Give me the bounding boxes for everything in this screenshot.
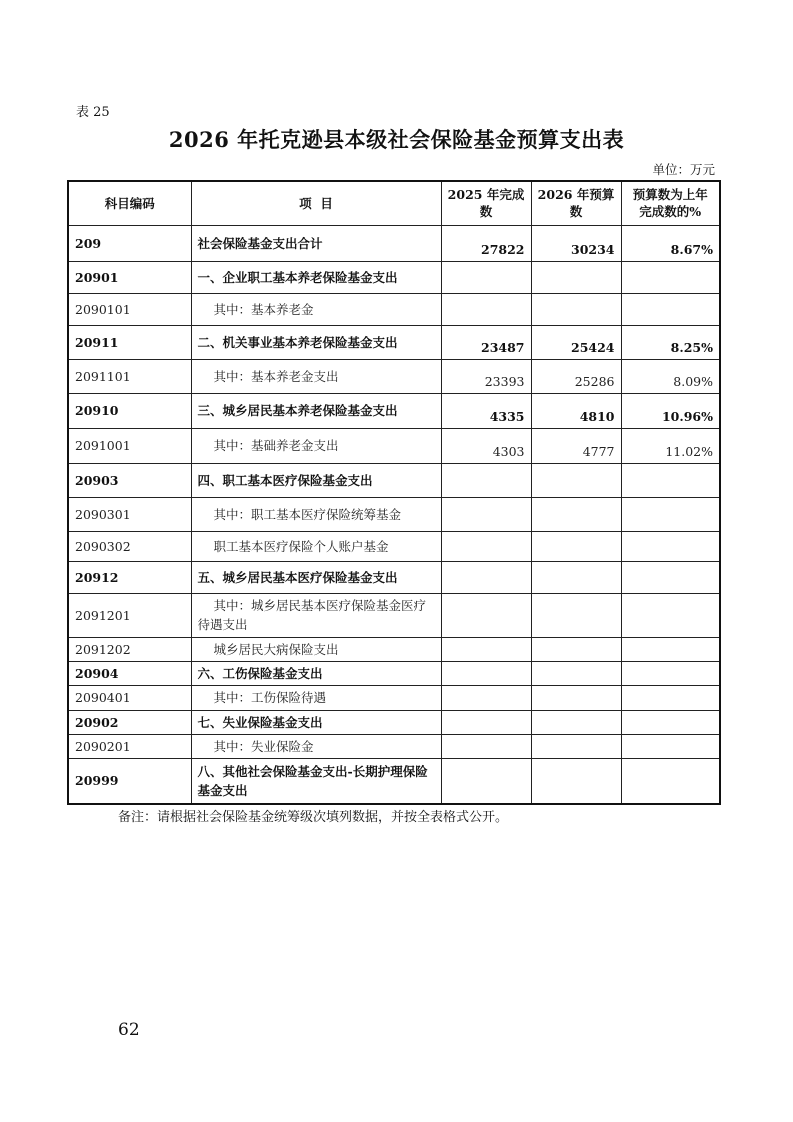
row-code-text: 2090301: [75, 506, 131, 522]
row-code-text: 20901: [75, 269, 119, 285]
row-completed-2025-text: 23393: [484, 373, 525, 389]
row-item: [191, 359, 441, 393]
row-item: [191, 758, 441, 804]
table-row: [68, 225, 720, 261]
row-ratio: [621, 758, 720, 804]
row-ratio: [621, 261, 720, 293]
row-completed-2025: [441, 593, 531, 637]
row-budget-2026: [531, 734, 621, 758]
row-ratio: [621, 561, 720, 593]
row-code-text: 20912: [75, 569, 119, 585]
row-ratio: [621, 359, 720, 393]
row-item: [191, 463, 441, 497]
unit-label: 单位：万元: [652, 162, 715, 177]
row-item-text: 其中：失业保险金: [213, 738, 314, 754]
row-budget-2026: [531, 593, 621, 637]
row-budget-2026: [531, 637, 621, 661]
row-code: [68, 734, 191, 758]
row-item: [191, 225, 441, 261]
table-row: [68, 734, 720, 758]
row-item-text: 五、城乡居民基本医疗保险基金支出: [197, 569, 398, 585]
row-item-text: 四、职工基本医疗保险基金支出: [197, 472, 373, 488]
row-completed-2025: [441, 531, 531, 561]
row-budget-2026: [531, 325, 621, 359]
row-budget-2026: [531, 463, 621, 497]
row-budget-2026: [531, 261, 621, 293]
row-ratio: [621, 463, 720, 497]
row-completed-2025: [441, 428, 531, 463]
table-row: [68, 497, 720, 531]
row-budget-2026-text: 25424: [571, 339, 615, 355]
table-row: [68, 685, 720, 710]
row-completed-2025: [441, 561, 531, 593]
header-item: 项 目: [191, 181, 441, 225]
row-completed-2025: [441, 393, 531, 428]
row-item-text: 其中：基本养老金: [213, 301, 314, 317]
table-row: [68, 561, 720, 593]
header-completed-2025: 2025 年完成数: [441, 181, 531, 225]
row-item-text: 城乡居民大病保险支出: [213, 641, 339, 657]
row-code: [68, 685, 191, 710]
row-code-text: 20903: [75, 472, 119, 488]
row-item: [191, 637, 441, 661]
row-budget-2026: [531, 710, 621, 734]
row-item-text: 三、城乡居民基本养老保险基金支出: [197, 403, 398, 418]
table-row: [68, 593, 720, 637]
row-item-text: 七、失业保险基金支出: [197, 714, 323, 730]
row-ratio: [621, 531, 720, 561]
row-budget-2026-text: 30234: [571, 241, 615, 257]
row-code: [68, 359, 191, 393]
row-budget-2026: [531, 685, 621, 710]
row-item: [191, 685, 441, 710]
table-row: [68, 393, 720, 428]
footnote: 备注：请根据社会保险基金统筹级次填列数据，并按全表格式公开。: [118, 810, 509, 825]
row-completed-2025: [441, 359, 531, 393]
row-ratio-text: 8.09%: [673, 373, 713, 389]
row-ratio-text: 8.67%: [670, 241, 713, 257]
row-code-text: 20902: [75, 714, 119, 730]
row-ratio-text: 8.25%: [670, 339, 713, 355]
table-row: [68, 293, 720, 325]
row-code: [68, 463, 191, 497]
row-completed-2025: [441, 734, 531, 758]
row-code: [68, 393, 191, 428]
row-ratio: [621, 734, 720, 758]
row-ratio: [621, 661, 720, 685]
row-code-text: 2090201: [75, 738, 131, 754]
row-code-text: 2090101: [75, 301, 131, 317]
table-row: [68, 261, 720, 293]
row-ratio: [621, 393, 720, 428]
row-code-text: 20904: [75, 665, 119, 681]
row-ratio: [621, 637, 720, 661]
row-budget-2026-text: 4777: [582, 443, 615, 459]
row-budget-2026: [531, 293, 621, 325]
row-completed-2025: [441, 685, 531, 710]
row-item-text: 其中：职工基本医疗保险统筹基金: [213, 506, 402, 522]
row-code-text: 209: [75, 235, 102, 251]
row-code: [68, 261, 191, 293]
row-ratio: [621, 293, 720, 325]
row-code: [68, 293, 191, 325]
table-row: [68, 758, 720, 804]
header-row: [68, 181, 720, 225]
row-budget-2026: [531, 393, 621, 428]
row-item: [191, 497, 441, 531]
row-completed-2025: [441, 661, 531, 685]
row-item: [191, 325, 441, 359]
row-budget-2026: [531, 225, 621, 261]
row-completed-2025: [441, 261, 531, 293]
table-row: [68, 710, 720, 734]
row-completed-2025-text: 4335: [489, 408, 525, 424]
row-item: [191, 531, 441, 561]
row-budget-2026: [531, 661, 621, 685]
row-item: [191, 710, 441, 734]
table-row: [68, 463, 720, 497]
row-ratio: [621, 593, 720, 637]
row-code: [68, 325, 191, 359]
row-ratio-text: 10.96%: [661, 408, 713, 424]
row-completed-2025: [441, 497, 531, 531]
row-code-text: 2091202: [75, 641, 131, 657]
header-budget-2026: 2026 年预算数: [531, 181, 621, 225]
row-completed-2025-text: 4303: [492, 443, 525, 459]
row-ratio: [621, 685, 720, 710]
row-item-text: 其中：城乡居民基本医疗保险基金医疗待遇支出: [197, 598, 427, 632]
header-ratio: 预算数为上年完成数的%: [621, 181, 720, 225]
table-body: [68, 225, 720, 804]
row-code-text: 2091201: [75, 607, 131, 623]
table-label: 表 25: [76, 105, 110, 120]
row-item-text: 一、企业职工基本养老保险基金支出: [197, 269, 398, 285]
row-ratio: [621, 325, 720, 359]
row-budget-2026-text: 4810: [579, 408, 615, 424]
row-item: [191, 293, 441, 325]
row-completed-2025: [441, 463, 531, 497]
row-completed-2025: [441, 225, 531, 261]
row-item: [191, 261, 441, 293]
row-item-text: 其中：工伤保险待遇: [213, 690, 327, 705]
row-code-text: 2090401: [75, 690, 131, 705]
row-code: [68, 428, 191, 463]
table-row: [68, 661, 720, 685]
row-completed-2025: [441, 637, 531, 661]
row-completed-2025: [441, 758, 531, 804]
row-item: [191, 734, 441, 758]
page-title: 2026 年托克逊县本级社会保险基金预算支出表: [168, 127, 625, 152]
row-code: [68, 225, 191, 261]
row-code: [68, 593, 191, 637]
row-code: [68, 661, 191, 685]
row-budget-2026-text: 25286: [574, 373, 615, 389]
row-completed-2025: [441, 293, 531, 325]
row-completed-2025-text: 23487: [481, 339, 525, 355]
row-item-text: 其中：基础养老金支出: [213, 438, 339, 453]
row-ratio: [621, 225, 720, 261]
row-ratio-text: 11.02%: [665, 443, 713, 459]
table-row: [68, 428, 720, 463]
row-code-text: 2091001: [75, 438, 131, 453]
row-code: [68, 561, 191, 593]
row-code: [68, 710, 191, 734]
budget-table: [67, 180, 721, 805]
row-code-text: 2091101: [75, 368, 131, 384]
table-row: [68, 637, 720, 661]
row-item: [191, 593, 441, 637]
row-budget-2026: [531, 561, 621, 593]
row-budget-2026: [531, 758, 621, 804]
table-row: [68, 325, 720, 359]
row-code-text: 20911: [75, 334, 119, 350]
row-ratio: [621, 428, 720, 463]
row-budget-2026: [531, 497, 621, 531]
row-budget-2026: [531, 428, 621, 463]
row-code: [68, 531, 191, 561]
row-code: [68, 497, 191, 531]
row-item-text: 六、工伤保险基金支出: [197, 665, 323, 681]
row-ratio: [621, 710, 720, 734]
row-code: [68, 637, 191, 661]
row-code-text: 20999: [75, 773, 119, 789]
row-item-text: 二、机关事业基本养老保险基金支出: [197, 334, 398, 350]
header-code: 科目编码: [68, 181, 191, 225]
row-code-text: 2090302: [75, 538, 131, 554]
row-code: [68, 758, 191, 804]
row-completed-2025: [441, 710, 531, 734]
row-item-text: 社会保险基金支出合计: [197, 235, 323, 251]
row-completed-2025: [441, 325, 531, 359]
row-completed-2025-text: 27822: [481, 241, 525, 257]
row-ratio: [621, 497, 720, 531]
table-row: [68, 531, 720, 561]
row-code-text: 20910: [75, 403, 119, 418]
row-budget-2026: [531, 359, 621, 393]
row-item: [191, 428, 441, 463]
row-budget-2026: [531, 531, 621, 561]
row-item: [191, 661, 441, 685]
row-item-text: 八、其他社会保险基金支出-长期护理保险基金支出: [197, 763, 428, 798]
table-row: [68, 359, 720, 393]
row-item: [191, 393, 441, 428]
row-item-text: 职工基本医疗保险个人账户基金: [213, 538, 389, 554]
page-number: 62: [118, 1020, 140, 1040]
row-item-text: 其中：基本养老金支出: [213, 368, 339, 384]
row-item: [191, 561, 441, 593]
